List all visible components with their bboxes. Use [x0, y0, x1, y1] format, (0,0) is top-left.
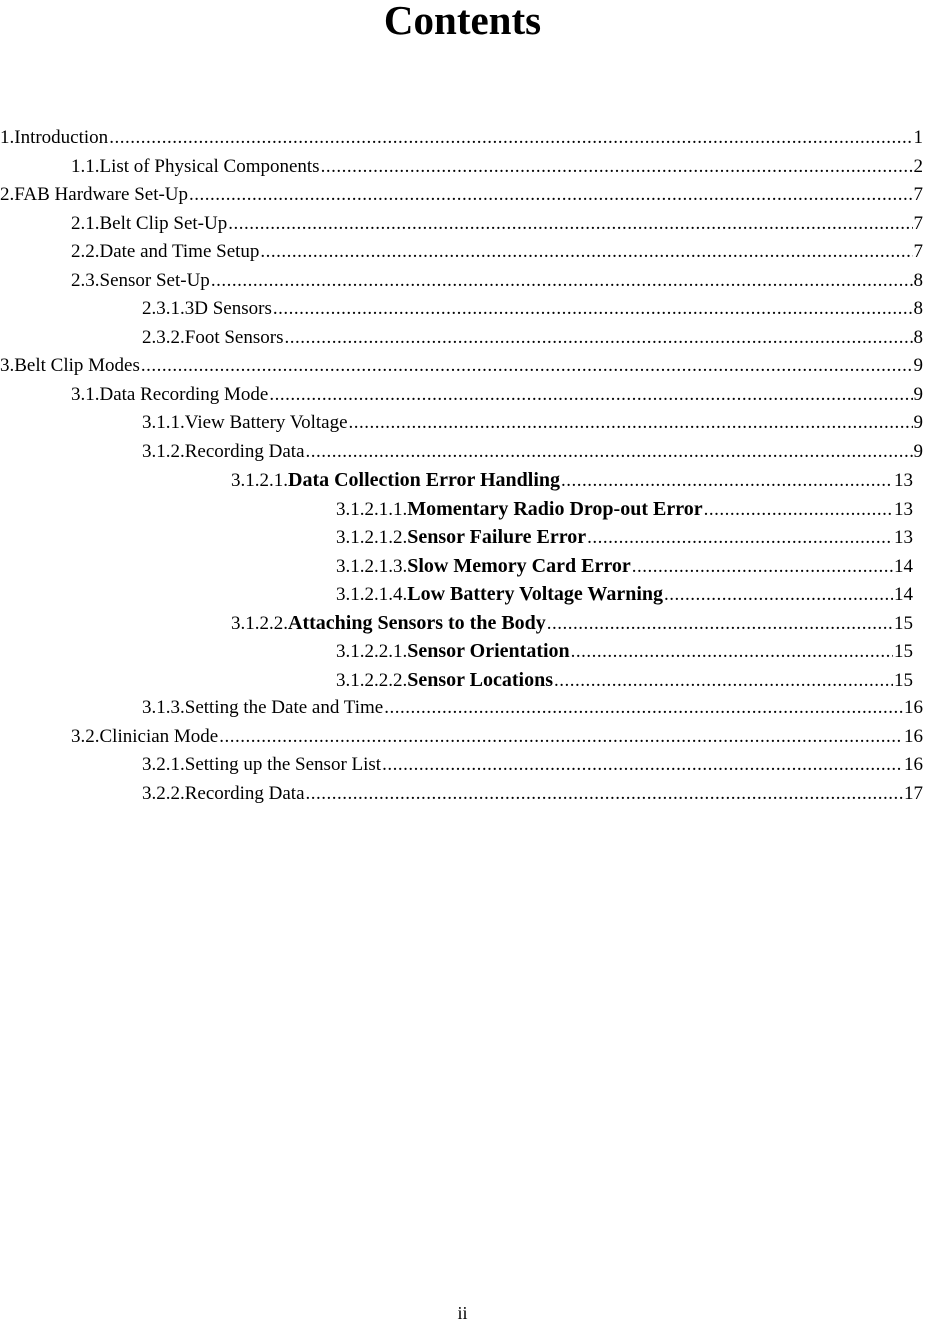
toc-entry[interactable] — [0, 694, 923, 723]
toc-entry-title: Attaching Sensors to the Body — [288, 611, 546, 634]
toc-entry[interactable] — [0, 723, 923, 752]
toc-entry-page: 13 — [894, 470, 913, 491]
toc-entry-title: Foot Sensors — [184, 326, 284, 348]
toc-entry-title: Recording Data — [184, 782, 305, 804]
toc-entry[interactable] — [0, 409, 923, 438]
toc-entry-number: 3.1.2.2.2. — [336, 669, 408, 691]
toc-entry-number: 3.1.2.1.3. — [336, 555, 408, 577]
toc-entry-page: 14 — [894, 555, 913, 577]
dot-leader — [349, 409, 913, 437]
toc-entry[interactable] — [0, 181, 923, 210]
toc-entry-page: 16 — [904, 697, 923, 718]
toc-entry-number: 3. — [0, 355, 15, 376]
toc-entry[interactable] — [0, 352, 923, 381]
toc-entry-title: Recording Data — [184, 440, 305, 462]
toc-entry-title: Sensor Set-Up — [99, 269, 210, 291]
toc-entry-title: Belt Clip Set-Up — [99, 212, 228, 234]
toc-entry-title: FAB Hardware Set-Up — [14, 184, 189, 205]
toc-entry-page: 16 — [904, 725, 923, 747]
dot-leader — [561, 467, 893, 495]
toc-entry-number: 3.1.2. — [142, 440, 185, 462]
toc-entry[interactable] — [0, 210, 923, 239]
toc-entry-page: 7 — [913, 184, 923, 205]
dot-leader — [382, 751, 903, 779]
toc-entry-page: 13 — [894, 527, 913, 548]
toc-entry-title: Slow Memory Card Error — [407, 554, 631, 577]
toc-entry-page: 8 — [913, 298, 923, 319]
toc-entry-number: 2.3.1. — [142, 298, 185, 319]
page-title: Contents — [383, 0, 542, 43]
toc-entry[interactable] — [0, 466, 913, 495]
toc-entry-number: 2.1. — [71, 212, 100, 234]
dot-leader — [321, 153, 913, 181]
dot-leader — [306, 780, 903, 808]
table-of-contents — [0, 124, 925, 808]
dot-leader — [260, 238, 912, 266]
toc-entry-page: 2 — [913, 155, 923, 177]
toc-entry[interactable] — [0, 267, 923, 296]
toc-entry-page: 1 — [913, 127, 923, 148]
toc-entry-number: 3.1.3. — [142, 697, 185, 718]
toc-entry[interactable] — [0, 153, 923, 182]
toc-entry[interactable] — [0, 124, 923, 153]
toc-entry-number: 2.2. — [71, 241, 100, 262]
toc-entry-page: 14 — [894, 584, 913, 605]
toc-entry-title: Sensor Orientation — [407, 640, 570, 662]
toc-entry-number: 2.3.2. — [142, 326, 185, 348]
toc-entry[interactable] — [0, 751, 923, 780]
toc-entry[interactable] — [0, 666, 913, 695]
toc-entry-number: 3.2.1. — [142, 754, 185, 775]
toc-entry-page: 8 — [913, 269, 923, 291]
toc-entry-page: 15 — [894, 641, 913, 662]
toc-entry[interactable] — [0, 780, 923, 809]
toc-entry-number: 3.1.2.1.4. — [336, 584, 408, 605]
toc-entry-number: 3.1.2.1.2. — [336, 527, 408, 548]
toc-entry[interactable] — [0, 523, 913, 552]
dot-leader — [189, 181, 912, 209]
dot-leader — [269, 381, 912, 409]
toc-entry-page: 9 — [913, 383, 923, 405]
toc-entry-title: Belt Clip Modes — [14, 355, 140, 376]
toc-entry-title: Data Collection Error Handling — [288, 469, 561, 491]
dot-leader — [704, 496, 893, 524]
toc-entry-title: Low Battery Voltage Warning — [407, 583, 664, 605]
toc-entry[interactable] — [0, 495, 913, 524]
toc-entry-title: Momentary Radio Drop-out Error — [407, 497, 703, 520]
toc-entry-number: 3.1. — [71, 383, 100, 405]
toc-entry[interactable] — [0, 580, 913, 609]
toc-entry-number: 3.2. — [71, 725, 100, 747]
dot-leader — [554, 667, 893, 695]
dot-leader — [632, 553, 893, 581]
toc-entry-page: 17 — [904, 782, 923, 804]
toc-entry-number: 2.3. — [71, 269, 100, 291]
toc-entry-title: View Battery Voltage — [184, 412, 348, 433]
toc-entry[interactable] — [0, 552, 913, 581]
toc-entry-title: Data Recording Mode — [99, 383, 269, 405]
toc-entry-number: 3.2.2. — [142, 782, 185, 804]
toc-entry-title: Clinician Mode — [99, 725, 219, 747]
toc-entry-page: 13 — [894, 498, 913, 520]
toc-entry-page: 15 — [894, 612, 913, 634]
toc-entry-number: 1.1. — [71, 155, 100, 177]
toc-entry-number: 3.1.2.2. — [231, 612, 288, 634]
toc-entry[interactable] — [0, 295, 923, 324]
dot-leader — [664, 581, 893, 609]
toc-entry-page: 7 — [913, 241, 923, 262]
dot-leader — [273, 295, 913, 323]
toc-entry-number: 3.1.2.1.1. — [336, 498, 408, 520]
dot-leader — [109, 124, 912, 152]
toc-entry-page: 7 — [913, 212, 923, 234]
toc-entry-title: Sensor Locations — [407, 668, 554, 691]
toc-entry-page: 9 — [913, 412, 923, 433]
toc-entry-page: 9 — [913, 440, 923, 462]
toc-entry[interactable] — [0, 238, 923, 267]
dot-leader — [141, 352, 913, 380]
toc-entry-page: 16 — [904, 754, 923, 775]
dot-leader — [211, 267, 913, 295]
toc-entry-title: List of Physical Components — [99, 155, 320, 177]
dot-leader — [547, 610, 893, 638]
footer-page-number: ii — [457, 1303, 468, 1323]
toc-entry[interactable] — [0, 637, 913, 666]
dot-leader — [384, 694, 903, 722]
dot-leader — [284, 324, 912, 352]
toc-entry-page: 9 — [913, 355, 923, 376]
toc-entry-number: 3.1.2.2.1. — [336, 641, 408, 662]
toc-entry-title: Setting up the Sensor List — [184, 754, 382, 775]
toc-entry-number: 3.1.1. — [142, 412, 185, 433]
dot-leader — [219, 723, 903, 751]
toc-entry[interactable] — [0, 381, 923, 410]
toc-entry-page: 15 — [894, 669, 913, 691]
dot-leader — [587, 524, 893, 552]
dot-leader — [571, 638, 893, 666]
toc-entry[interactable] — [0, 324, 923, 353]
toc-entry[interactable] — [0, 438, 923, 467]
toc-entry-number: 1. — [0, 127, 15, 148]
dot-leader — [306, 438, 913, 466]
toc-entry-number: 3.1.2.1. — [231, 470, 288, 491]
toc-entry-title: Date and Time Setup — [99, 241, 260, 262]
toc-entry-title: Sensor Failure Error — [407, 526, 587, 548]
toc-entry-title: 3D Sensors — [184, 298, 272, 319]
dot-leader — [228, 210, 912, 238]
toc-entry-title: Introduction — [14, 127, 109, 148]
toc-entry[interactable] — [0, 609, 913, 638]
toc-entry-page: 8 — [913, 326, 923, 348]
toc-entry-title: Setting the Date and Time — [184, 697, 384, 718]
toc-entry-number: 2. — [0, 184, 15, 205]
